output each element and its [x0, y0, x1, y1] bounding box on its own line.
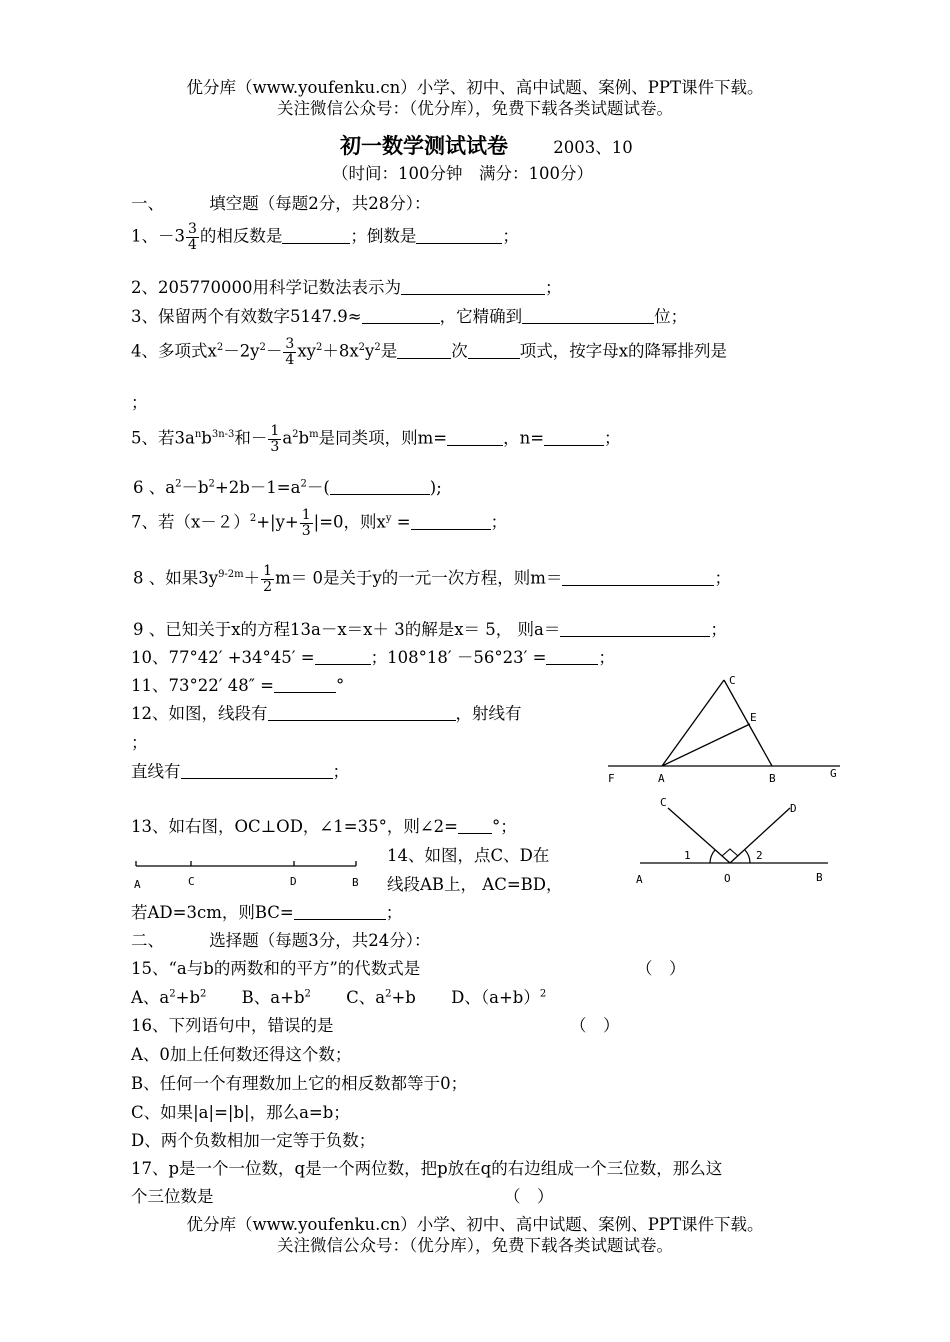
label-angle-1: 1: [684, 849, 691, 862]
answer-blank[interactable]: [546, 648, 598, 665]
q9-text: ；: [710, 620, 727, 639]
denominator: 3: [301, 522, 311, 539]
exponent: 2: [249, 513, 257, 525]
numerator: 3: [285, 336, 295, 352]
q16-option-b[interactable]: B、任何一个有理数加上它的相反数都等于0；: [131, 1074, 468, 1093]
q6-text: 6 、a: [133, 478, 176, 497]
label-c: C: [729, 674, 736, 687]
q5-text: ；: [604, 428, 621, 448]
question-16: 16、下列语句中，错误的是: [131, 1016, 334, 1035]
exponent: m: [309, 429, 319, 441]
question-7: [131, 508, 507, 538]
section-1-number: 一、: [131, 194, 164, 213]
question-4: [131, 337, 727, 367]
q10-text: 10、77°42′ +34°45′ =: [131, 648, 315, 667]
q16-option-c[interactable]: C、如果|a|=|b|，那么a=b；: [131, 1103, 350, 1122]
answer-blank[interactable]: [562, 569, 714, 586]
q14-text: 若AD=3cm，则BC=: [131, 903, 294, 922]
q7-text: |=0，则x: [313, 512, 386, 532]
q8-text: 8 、如果3y: [133, 568, 219, 588]
q12-text: 直线有: [131, 762, 181, 781]
segment-ac: [662, 680, 724, 766]
answer-blank[interactable]: [411, 513, 491, 530]
q2-text-a: 2、205770000用科学记数法表示为: [131, 278, 401, 297]
q6-text: +2b－1=a: [214, 478, 301, 497]
answer-blank[interactable]: [181, 762, 333, 779]
q16-option-a[interactable]: A、0加上任何数还得这个数；: [131, 1045, 352, 1064]
q7-text: ；: [490, 512, 508, 532]
segment-cb: [724, 680, 772, 766]
exponent: 2: [374, 342, 381, 354]
exponent: 9-2m: [218, 569, 244, 581]
denominator: 4: [188, 236, 197, 253]
question-8: [133, 564, 731, 594]
label-b: B: [352, 876, 359, 889]
q10-text: ；108°18′ －56°23′ =: [370, 648, 547, 667]
q5-text: b: [298, 428, 310, 448]
q2-text-b: ；: [544, 278, 562, 297]
q6-text: －(: [306, 478, 330, 497]
question-12: [131, 704, 522, 724]
q8-text: ＋: [243, 568, 261, 588]
q4-text: ＋8x: [322, 341, 359, 361]
exponent: y: [385, 513, 392, 525]
q12-text: 12、如图，线段有: [131, 704, 268, 723]
denominator: 4: [285, 351, 295, 368]
q7-text: +|y+: [256, 512, 299, 532]
question-2: [131, 278, 561, 298]
label-d: D: [790, 802, 797, 815]
q12-text: ，射线有: [455, 704, 522, 723]
ray-oc: [668, 808, 730, 863]
question-17: 17、p是一个一位数，q是一个两位数，把p放在q的右边组成一个三位数，那么这: [131, 1159, 723, 1178]
answer-blank[interactable]: [397, 342, 451, 359]
answer-blank[interactable]: [362, 307, 440, 324]
question-5: [131, 424, 621, 454]
q4-continuation: ；: [131, 393, 148, 412]
label-c: C: [188, 875, 195, 888]
q15-option-d[interactable]: D、$(a+b)^2$: [451, 988, 547, 1007]
question-1: [131, 222, 519, 252]
q1-text-c: ；倒数是: [350, 226, 417, 246]
footer-line-2: 关注微信公众号：（优分库），免费下载各类试题试卷。: [277, 1236, 673, 1255]
q8-text: ；: [714, 568, 731, 588]
q11-text: °: [335, 676, 345, 695]
q5-text: 是同类项，则m=: [318, 428, 448, 448]
q3-text-a: 3、保留两个有效数字5147.9≈: [131, 307, 362, 326]
figure-perpendicular: [630, 790, 840, 890]
angle-1-arc: [710, 850, 715, 863]
exponent: 3n-3: [211, 429, 235, 441]
numerator: 1: [270, 423, 280, 439]
q10-text: ；: [598, 648, 615, 667]
answer-blank[interactable]: [544, 429, 604, 446]
q14-line-3: [131, 903, 402, 923]
q4-text: －: [265, 341, 283, 361]
section-2-heading: [131, 931, 431, 951]
answer-blank[interactable]: [315, 648, 371, 665]
q4-text: 项式，按字母x的降幂排列是: [519, 341, 728, 361]
question-13: [131, 817, 517, 837]
numerator: 1: [263, 563, 273, 579]
label-a: A: [658, 772, 665, 785]
exponent: 2: [300, 478, 307, 490]
q1-text-d: ；: [502, 226, 519, 246]
answer-blank[interactable]: [522, 307, 654, 324]
label-o: O: [724, 872, 731, 885]
q15-option-c[interactable]: C、$a^2+b$: [346, 988, 416, 1007]
label-e: E: [750, 711, 757, 724]
q3-text-b: ，它精确到: [439, 307, 523, 326]
q4-text: 4、多项式x: [131, 341, 217, 361]
section-2-number: 二、: [131, 931, 164, 950]
q9-text: 9 、已知关于x的方程13a－x＝x＋ 3的解是x＝ 5， 则a＝: [133, 620, 561, 639]
q13-text: °；: [491, 817, 517, 836]
footer-line-1: 优分库（www.youfenku.cn）小学、初中、高中试题、案例、PPT课件下载。: [186, 1215, 764, 1234]
q1-text-b: 的相反数是: [199, 226, 283, 246]
exponent: n: [194, 429, 202, 441]
q5-text: 和－: [234, 428, 268, 448]
angle-2-arc: [745, 850, 750, 863]
q4-text: 次: [451, 341, 468, 361]
exponent: 2: [315, 342, 323, 354]
q17-line-2: 个三位数是: [131, 1187, 214, 1206]
section-1-heading: [131, 194, 431, 214]
label-a: A: [134, 878, 141, 891]
segment-ae: [662, 724, 750, 766]
fraction-3-4: [186, 222, 199, 252]
q5-text: b: [201, 428, 212, 448]
figure-segment: [130, 852, 370, 894]
fraction-3-4: [283, 337, 296, 367]
answer-blank[interactable]: [294, 903, 386, 920]
denominator: 3: [270, 438, 280, 455]
answer-blank[interactable]: [401, 278, 545, 295]
q15-options: [131, 988, 546, 1008]
q12-line-2: ；: [131, 733, 148, 752]
question-10: [131, 648, 615, 668]
q16-answer-bracket[interactable]: （ ）: [570, 1016, 620, 1035]
label-d: D: [290, 875, 297, 888]
question-6: [133, 478, 442, 498]
q14-line-2: 线段AB上， AC=BD，: [387, 875, 563, 894]
q14-text: ；: [385, 903, 403, 922]
q7-text: 7、若（x－２）: [131, 512, 250, 532]
q14-line-1: 14、如图，点C、D在: [387, 846, 550, 865]
section-2-title: 选择题（每题3分，共24分）：: [209, 931, 431, 950]
q4-text: y: [365, 341, 375, 361]
answer-blank[interactable]: [468, 342, 520, 359]
q13-text: 13、如右图，OC⊥OD，∠1=35°，则∠2=: [131, 817, 458, 836]
label-a: A: [636, 873, 643, 886]
q8-text: m＝ 0是关于y的一元一次方程，则m＝: [275, 568, 563, 588]
q4-text: xy: [297, 341, 316, 361]
q15-answer-bracket[interactable]: （ ）: [636, 959, 686, 978]
exponent: 2: [175, 478, 182, 490]
fraction-1-3: [268, 424, 281, 454]
label-f: F: [608, 772, 615, 785]
question-9: [133, 620, 727, 640]
q3-text-c: 位；: [654, 307, 688, 326]
exponent: 2: [259, 342, 266, 354]
q7-text: =: [391, 512, 411, 532]
q15-option-a[interactable]: A、$a^2+b^2$: [131, 988, 207, 1007]
q4-text: 是: [380, 341, 398, 361]
right-angle-mark: [722, 849, 738, 856]
numerator: 1: [301, 507, 311, 523]
q6-text: );: [429, 478, 442, 497]
denominator: 2: [263, 578, 273, 595]
answer-blank[interactable]: [274, 676, 336, 693]
answer-blank[interactable]: [330, 478, 430, 495]
label-b: B: [769, 772, 776, 785]
fraction-1-3: [300, 508, 313, 538]
answer-blank[interactable]: [560, 620, 710, 637]
q5-text: ，n=: [503, 428, 545, 448]
q12-text: ；: [332, 762, 349, 781]
question-11: [131, 676, 344, 696]
question-3: [131, 307, 687, 327]
q4-text: －2y: [223, 341, 260, 361]
answer-blank[interactable]: [458, 817, 492, 834]
header-line-2: 关注微信公众号：（优分库），免费下载各类试题试卷。: [277, 99, 673, 118]
label-g: G: [830, 767, 837, 780]
exponent: 2: [292, 429, 299, 441]
answer-blank[interactable]: [447, 429, 503, 446]
answer-blank[interactable]: [416, 227, 502, 244]
fraction-1-2: [261, 564, 274, 594]
header-line-1: 优分库（www.youfenku.cn）小学、初中、高中试题、案例、PPT课件下载。: [186, 78, 764, 97]
q5-text: a: [282, 428, 293, 448]
q11-text: 11、73°22′ 48″ =: [131, 676, 274, 695]
exam-date: 2003、10: [553, 138, 633, 157]
q1-text-a: 1、－3: [131, 226, 185, 246]
exam-title-block: [340, 133, 633, 158]
exponent: 2: [208, 478, 215, 490]
exponent: 2: [358, 342, 366, 354]
label-angle-2: 2: [756, 849, 763, 862]
q17-answer-bracket[interactable]: （ ）: [504, 1187, 554, 1206]
label-c: C: [660, 796, 667, 809]
label-b: B: [816, 871, 823, 884]
answer-blank[interactable]: [282, 227, 350, 244]
exponent: 2: [216, 342, 224, 354]
numerator: 3: [188, 221, 197, 237]
figure-triangle: [600, 670, 850, 790]
q15-option-b[interactable]: B、$a+b^2$: [241, 988, 311, 1007]
section-1-title: 填空题（每题2分，共28分）：: [209, 194, 431, 213]
q6-text: －b: [181, 478, 209, 497]
q16-option-d[interactable]: D、两个负数相加一定等于负数；: [131, 1131, 376, 1150]
exam-subtitle: （时间：100分钟 满分：100分）: [332, 164, 593, 183]
q12-line-3: [131, 762, 349, 782]
answer-blank[interactable]: [268, 704, 456, 721]
q5-text: 5、若3a: [131, 428, 195, 448]
question-15: 15、“a与b的两数和的平方”的代数式是: [131, 959, 421, 978]
exam-title: 初一数学测试试卷: [340, 133, 508, 158]
